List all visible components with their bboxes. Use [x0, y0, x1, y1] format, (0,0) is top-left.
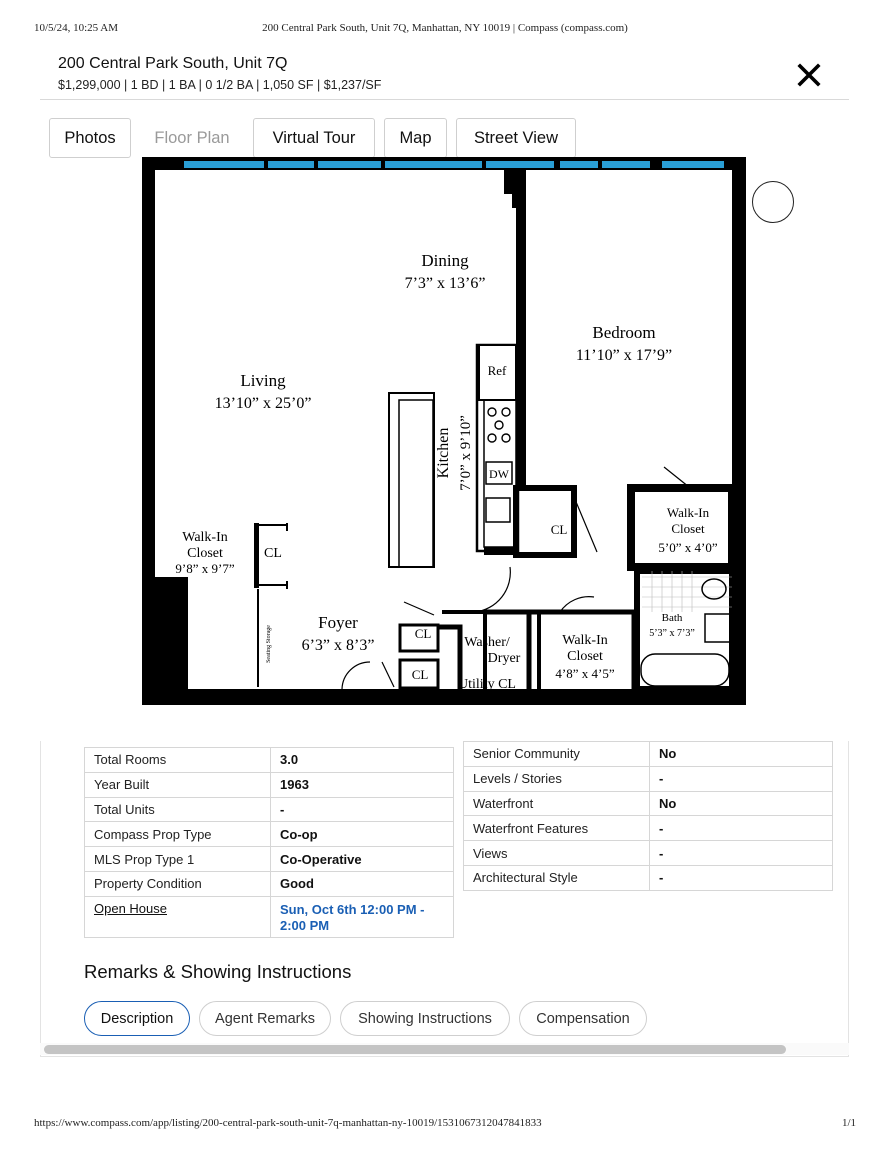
- room-kitchen-name: Kitchen: [435, 427, 452, 479]
- room-wic3-name: Walk-In: [562, 633, 608, 648]
- close-icon: [795, 61, 823, 89]
- room-wic2-name: Walk-In: [666, 505, 710, 520]
- room-wic2-dims: 5’0” x 4’0”: [658, 540, 718, 555]
- table-row: [85, 772, 454, 797]
- fact-key: Year Built: [85, 772, 271, 797]
- table-row: [464, 791, 833, 816]
- room-foyer-dims: 6’3” x 8’3”: [301, 637, 375, 654]
- dw-label: DW: [489, 467, 509, 481]
- room-wic1-name2: Closet: [187, 546, 223, 561]
- header-divider: [40, 99, 849, 100]
- seating-storage-label: Seating Storage: [266, 625, 272, 663]
- room-bedroom-name: Bedroom: [592, 323, 656, 342]
- fact-value: -: [650, 841, 833, 866]
- room-laundry-name: Washer/: [464, 635, 510, 650]
- room-kitchen-dims: 7’0” x 9’10”: [458, 415, 474, 491]
- panel-left-edge: [40, 741, 41, 1056]
- table-row: [85, 871, 454, 896]
- room-living-name: Living: [240, 371, 286, 390]
- room-bedroom-dims: 11’10” x 17’9”: [575, 347, 673, 364]
- room-wic3-dims: 4’8” x 4’5”: [555, 666, 615, 681]
- fact-value: Co-op: [271, 822, 454, 847]
- room-wic3-name2: Closet: [567, 649, 603, 664]
- fact-key: MLS Prop Type 1: [85, 847, 271, 872]
- fact-value: 1963: [271, 772, 454, 797]
- facts-table-right: [463, 741, 833, 891]
- facts-table-left: [84, 747, 454, 938]
- room-wic1-name: Walk-In: [182, 530, 228, 545]
- fact-value: 3.0: [271, 748, 454, 773]
- tab-compensation[interactable]: Compensation: [519, 1001, 647, 1036]
- table-row: [85, 797, 454, 822]
- room-laundry-name2: Dryer: [487, 651, 521, 666]
- fact-key: Property Condition: [85, 871, 271, 896]
- fact-key: Waterfront Features: [464, 816, 650, 841]
- room-bath-name: Bath: [661, 612, 683, 624]
- panel-right-edge: [848, 741, 849, 1056]
- tab-photos[interactable]: Photos: [49, 118, 131, 158]
- room-wic1-dims: 9’8” x 9’7”: [175, 561, 235, 576]
- table-row: [85, 822, 454, 847]
- print-page-title: 200 Central Park South, Unit 7Q, Manhattan, NY 10019 | Compass (compass.com): [262, 22, 628, 34]
- tab-description[interactable]: Description: [84, 1001, 190, 1036]
- fact-value: -: [650, 766, 833, 791]
- fact-key: Total Rooms: [85, 748, 271, 773]
- open-house-link[interactable]: Open House: [94, 900, 167, 916]
- room-living-dims: 13’10” x 25’0”: [214, 395, 312, 412]
- room-foyer-name: Foyer: [318, 613, 358, 632]
- fact-key: Architectural Style: [464, 865, 650, 890]
- table-row: [464, 865, 833, 890]
- panel-bottom-edge: [40, 1056, 849, 1057]
- table-row: [85, 896, 454, 937]
- print-url: https://www.compass.com/app/listing/200-central-park-south-unit-7q-manhattan-ny-10019/1531067312047841833: [34, 1117, 542, 1129]
- fact-value: -: [650, 816, 833, 841]
- fact-value: No: [650, 791, 833, 816]
- table-row: [85, 748, 454, 773]
- floor-plan-image[interactable]: [142, 157, 746, 705]
- fact-key: Views: [464, 841, 650, 866]
- fact-key: Total Units: [85, 797, 271, 822]
- listing-title: 200 Central Park South, Unit 7Q: [58, 55, 288, 72]
- fact-value: No: [650, 742, 833, 767]
- print-page-number: 1/1: [841, 1117, 856, 1129]
- cl-foyer-label-1: CL: [414, 626, 432, 641]
- room-wic2-name2: Closet: [671, 521, 705, 536]
- cl-foyer-label-2: CL: [411, 667, 429, 682]
- table-row: [464, 841, 833, 866]
- room-dining-name: Dining: [421, 251, 469, 270]
- fact-value: -: [650, 865, 833, 890]
- print-datetime: 10/5/24, 10:25 AM: [34, 22, 119, 34]
- tab-virtual-tour[interactable]: Virtual Tour: [253, 118, 375, 158]
- fact-value: Good: [271, 871, 454, 896]
- table-row: [464, 816, 833, 841]
- listing-summary: $1,299,000 | 1 BD | 1 BA | 0 1/2 BA | 1,050 SF | $1,237/SF: [58, 78, 382, 92]
- ref-label: Ref: [487, 363, 507, 378]
- cl-label: CL: [550, 522, 568, 537]
- fact-value: -: [271, 797, 454, 822]
- cl-left-label: CL: [264, 546, 282, 561]
- tab-agent-remarks[interactable]: Agent Remarks: [199, 1001, 331, 1036]
- room-dining-dims: 7’3” x 13’6”: [404, 275, 486, 292]
- fact-key: Levels / Stories: [464, 766, 650, 791]
- close-button[interactable]: [795, 61, 825, 91]
- open-house-cell: [85, 896, 271, 937]
- fact-key: Waterfront: [464, 791, 650, 816]
- horizontal-scrollbar-thumb[interactable]: [44, 1045, 786, 1054]
- table-row: [464, 766, 833, 791]
- remarks-heading: Remarks & Showing Instructions: [84, 961, 352, 982]
- fact-key: Senior Community: [464, 742, 650, 767]
- compass-rose-icon: [752, 181, 794, 223]
- tab-map[interactable]: Map: [384, 118, 447, 158]
- room-bath-dims: 5’3” x 7’3”: [649, 628, 695, 639]
- tab-street-view[interactable]: Street View: [456, 118, 576, 158]
- tab-showing-instructions[interactable]: Showing Instructions: [340, 1001, 510, 1036]
- table-row: [464, 742, 833, 767]
- open-house-time-link[interactable]: Sun, Oct 6th 12:00 PM - 2:00 PM: [280, 901, 425, 933]
- tab-floor-plan[interactable]: Floor Plan: [141, 118, 243, 158]
- fact-value: Co-Operative: [271, 847, 454, 872]
- room-laundry-name3: Utility CL: [458, 677, 516, 692]
- fact-key: Compass Prop Type: [85, 822, 271, 847]
- open-house-value-cell: [271, 896, 454, 937]
- table-row: [85, 847, 454, 872]
